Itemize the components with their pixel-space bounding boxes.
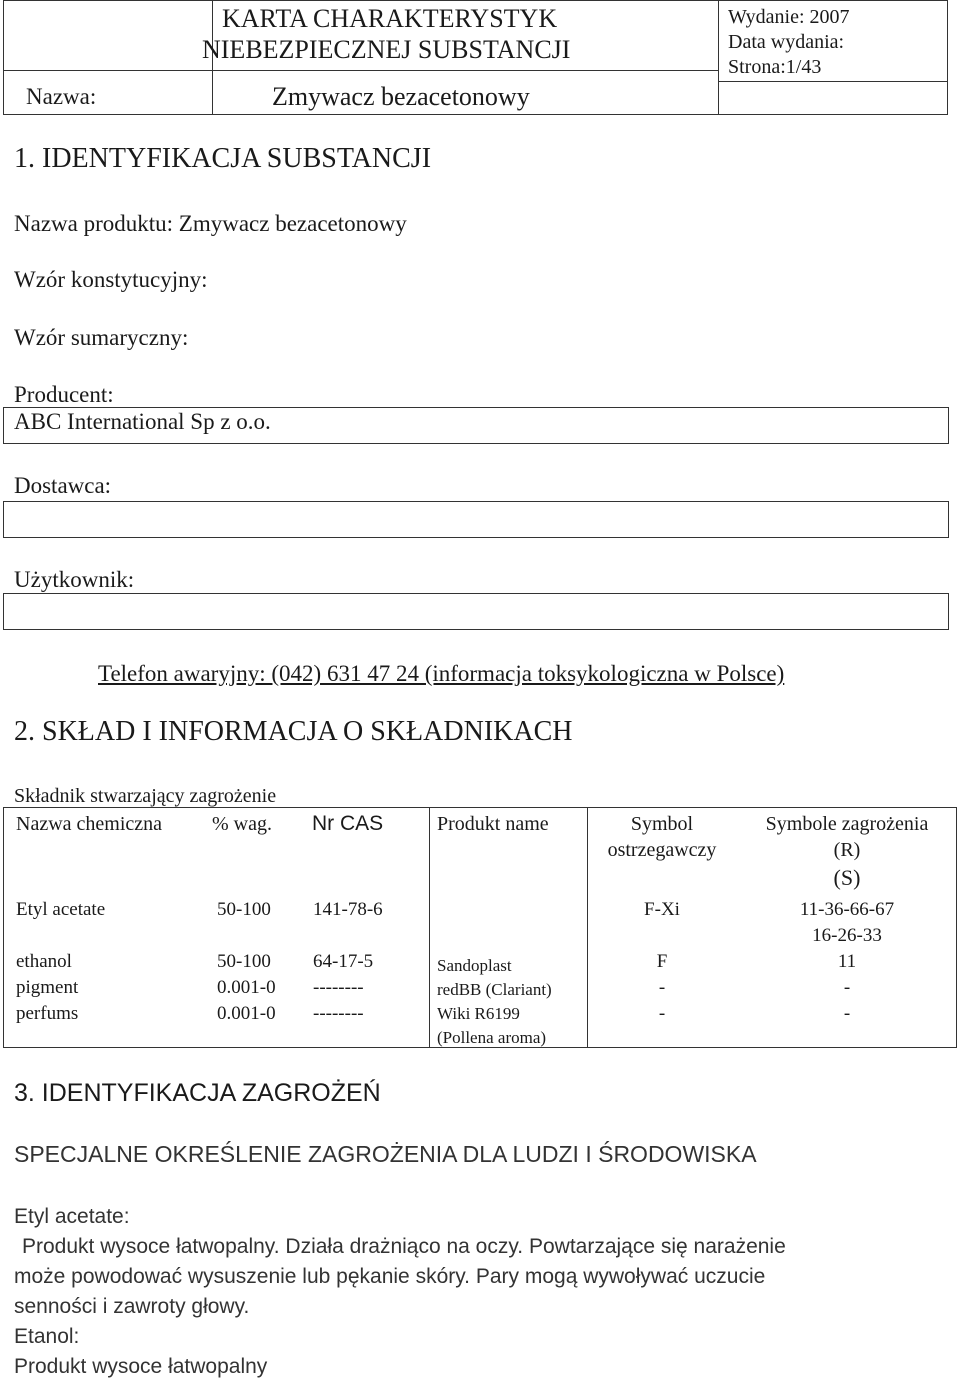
supplier-label: Dostawca: [14, 473, 112, 498]
hazard-cell: 11 [837, 951, 857, 972]
col-header-hazard-l2: (R) [833, 839, 861, 861]
cas-cell: -------- [313, 1003, 364, 1024]
weight-cell: 0.001-0 [217, 1003, 276, 1024]
col-header-hazard-l1: Symbole zagrożenia [765, 813, 929, 835]
product-cell-line: (Pollena aroma) [437, 1028, 547, 1047]
producer-value: ABC International Sp z o.o. [14, 409, 271, 434]
producer-label: Producent: [14, 382, 114, 407]
section2-subheading: Składnik stwarzający zagrożenie [14, 785, 277, 807]
weight-cell: 50-100 [217, 951, 271, 972]
section3-heading: 3. IDENTYFIKACJA ZAGROŻEŃ [14, 1079, 381, 1107]
cas-cell: -------- [313, 977, 364, 998]
product-cell-line: Wiki R6199 [437, 1004, 520, 1023]
etyl-label: Etyl acetate: [14, 1205, 130, 1228]
name-value: Zmywacz bezacetonowy [272, 82, 530, 111]
symbol-cell: F [656, 951, 668, 972]
summary-formula: Wzór sumaryczny: [14, 325, 189, 350]
name-label: Nazwa: [26, 84, 97, 109]
col-header-symbol-l2: ostrzegawczy [607, 839, 717, 861]
column-divider [429, 808, 430, 1047]
edition: Wydanie: 2007 [728, 6, 850, 28]
product-cell-line: Sandoplast [437, 956, 512, 975]
hazard-cell: - [843, 1003, 851, 1024]
col-header-chem-name: Nazwa chemiczna [16, 813, 163, 835]
structural-formula: Wzór konstytucyjny: [14, 267, 208, 292]
weight-cell: 0.001-0 [217, 977, 276, 998]
etyl-text-line2: może powodować wysuszenie lub pękanie skóry. Pary mogą wywoływać uczucie [14, 1265, 766, 1288]
issue-date: Data wydania: [728, 31, 845, 53]
product-cell-line: redBB (Clariant) [437, 980, 552, 999]
etyl-text-line3: senności i zawroty głowy. [14, 1295, 250, 1318]
section2-heading: 2. SKŁAD I INFORMACJA O SKŁADNIKACH [14, 716, 573, 747]
symbol-cell: F-Xi [644, 899, 680, 920]
chem-name-cell: pigment [16, 977, 79, 998]
product-name: Nazwa produktu: Zmywacz bezacetonowy [14, 211, 407, 236]
symbol-cell: - [658, 1003, 666, 1024]
col-header-hazard-l3: (S) [833, 865, 861, 890]
hazard-cell: 16-26-33 [812, 925, 882, 946]
col-header-product: Produkt name [437, 813, 549, 835]
supplier-field [3, 501, 949, 538]
weight-cell: 50-100 [217, 899, 271, 920]
chem-name-cell: Etyl acetate [16, 899, 106, 920]
emergency-phone: Telefon awaryjny: (042) 631 47 24 (informacja toksykologiczna w Polsce) [98, 661, 785, 686]
page-number: Strona:1/43 [728, 56, 822, 78]
doc-title-line1: KARTA CHARAKTERYSTYK [222, 4, 558, 33]
user-label: Użytkownik: [14, 567, 135, 592]
col-header-symbol-l1: Symbol [630, 813, 694, 835]
etanol-text-line1: Produkt wysoce łatwopalny [14, 1355, 268, 1378]
header-divider [718, 81, 948, 82]
etanol-label: Etanol: [14, 1325, 80, 1348]
hazard-cell: - [843, 977, 851, 998]
section3-subheading: SPECJALNE OKREŚLENIE ZAGROŻENIA DLA LUDZI I ŚRODOWISKA [14, 1141, 757, 1167]
hazard-cell: 11-36-66-67 [799, 899, 895, 920]
chem-name-cell: ethanol [16, 951, 72, 972]
col-header-weight: % wag. [212, 813, 272, 835]
user-field [3, 593, 949, 630]
col-header-cas: Nr CAS [312, 812, 384, 835]
symbol-cell: - [658, 977, 666, 998]
section1-heading: 1. IDENTYFIKACJA SUBSTANCJI [14, 143, 432, 174]
chem-name-cell: perfums [16, 1003, 79, 1024]
etyl-text-line1: Produkt wysoce łatwopalny. Działa drażniąco na oczy. Powtarzające się narażenie [22, 1235, 786, 1258]
header-divider [718, 1, 719, 114]
header-divider [4, 70, 718, 71]
doc-title-line2: NIEBEZPIECZNEJ SUBSTANCJI [202, 35, 571, 64]
cas-cell: 64-17-5 [313, 951, 374, 972]
cas-cell: 141-78-6 [313, 899, 383, 920]
